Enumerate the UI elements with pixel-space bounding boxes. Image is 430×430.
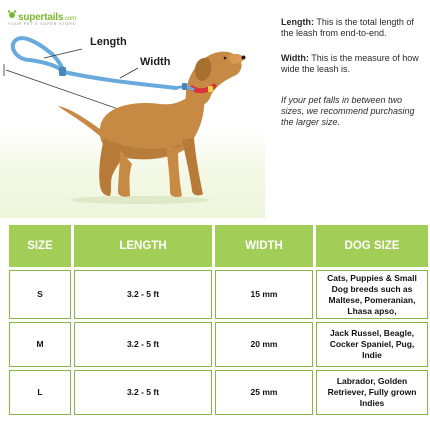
leash-illustration-panel bbox=[0, 0, 265, 218]
length-cell: 3.2 - 5 ft bbox=[74, 270, 212, 319]
table-row bbox=[9, 270, 428, 319]
size-cell: S bbox=[9, 270, 71, 319]
dog-size-cell: Cats, Puppies & Small Dog breeds such as Maltese, Pomeranian, Lhasa apso, bbox=[316, 270, 428, 319]
width-term: Width: bbox=[281, 53, 309, 63]
length-description: This is the total length of the leash from end-to-end. bbox=[281, 17, 414, 38]
dog-size-cell: Labrador, Golden Retriever, Fully grown Indies bbox=[316, 370, 428, 415]
size-note: If your pet falls in between two sizes, we recommend purchasing the larger size. bbox=[281, 95, 415, 127]
table-header-row bbox=[9, 225, 428, 267]
width-label: Width bbox=[140, 56, 171, 68]
header-length: LENGTH bbox=[74, 225, 212, 267]
length-cell: 3.2 - 5 ft bbox=[74, 370, 212, 415]
brand-domain: .com bbox=[63, 16, 77, 22]
table-row bbox=[9, 322, 428, 367]
width-cell: 15 mm bbox=[215, 270, 313, 319]
supertails-logo[interactable] bbox=[8, 7, 76, 25]
width-cell: 20 mm bbox=[215, 322, 313, 367]
length-term: Length: bbox=[281, 17, 314, 27]
measurement-info bbox=[281, 17, 427, 142]
brand-name: supertails bbox=[18, 12, 64, 23]
size-cell: M bbox=[9, 322, 71, 367]
paw-logo-icon bbox=[7, 9, 17, 19]
width-description: This is the measure of how wide the leash is. bbox=[281, 53, 419, 74]
dog-size-cell: Jack Russel, Beagle, Cocker Spaniel, Pug, Indie bbox=[316, 322, 428, 367]
length-label: Length bbox=[90, 36, 127, 48]
size-chart-table bbox=[6, 222, 430, 418]
length-cell: 3.2 - 5 ft bbox=[74, 322, 212, 367]
width-definition bbox=[281, 53, 427, 75]
dog-illustration bbox=[0, 0, 265, 218]
length-definition bbox=[281, 17, 427, 39]
size-cell: L bbox=[9, 370, 71, 415]
header-dog-size: DOG SIZE bbox=[316, 225, 428, 267]
header-size: SIZE bbox=[9, 225, 71, 267]
header-width: WIDTH bbox=[215, 225, 313, 267]
brand-tagline: YOUR PET'S SUPER STORE bbox=[8, 22, 76, 26]
width-cell: 25 mm bbox=[215, 370, 313, 415]
table-row bbox=[9, 370, 428, 415]
